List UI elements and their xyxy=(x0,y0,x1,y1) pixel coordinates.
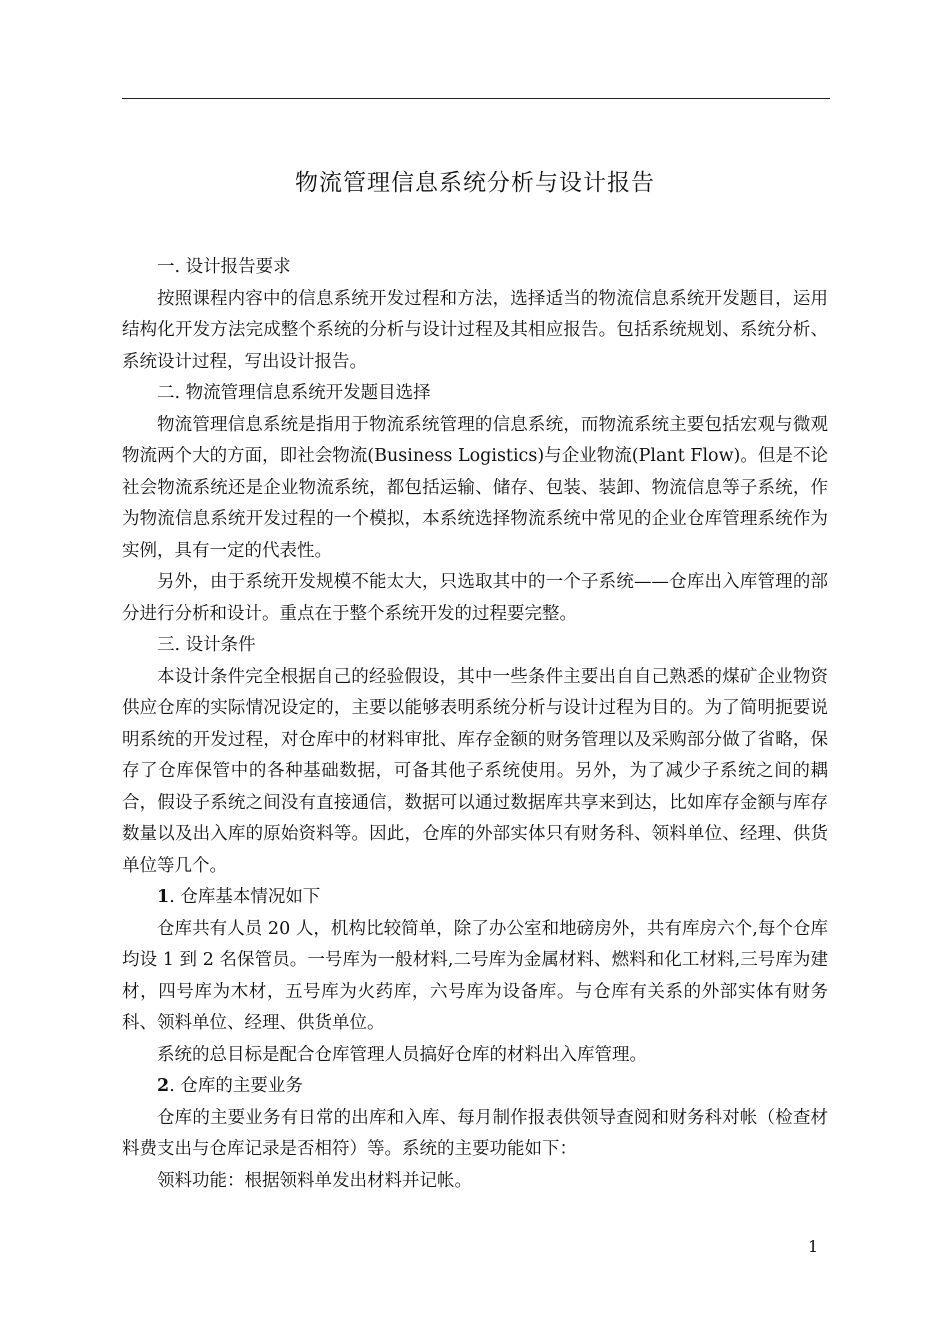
paragraph: 另外，由于系统开发规模不能太大，只选取其中的一个子系统——仓库出入库管理的部分进行分析和设计。重点在于整个系统开发的过程要完整。 xyxy=(122,572,828,624)
paragraph: 物流管理信息系统是指用于物流系统管理的信息系统，而物流系统主要包括宏观与微观物流两个大的方面，即社会物流(Business Logistics)与企业物流(Plant Flow)。但是不论社会物流系统还是企业物流系统，都包括运输、储存、包装、装卸、物流信息等子系统，作为物流信息系统开发过程的一个模拟，本系统选择物流系统中常见的企业仓库管理系统作为实例，具有一定的代表性。 xyxy=(122,414,828,561)
subsection-number: 1 xyxy=(157,887,170,907)
header-rule xyxy=(122,98,830,99)
paragraph: 本设计条件完全根据自己的经验假设，其中一些条件主要出自自己熟悉的煤矿企业物资供应仓库的实际情况设定的，主要以能够表明系统分析与设计过程为目的。为了简明扼要说明系统的开发过程，对仓库中的材料审批、库存金额的财务管理以及采购部分做了省略，保存了仓库保管中的各种基础数据，可备其他子系统使用。另外，为了减少子系统之间的耦合，假设子系统之间没有直接通信，数据可以通过数据库共享来到达，比如库存金额与库存数量以及出入库的原始资料等。因此，仓库的外部实体只有财务科、领料单位、经理、供货单位等几个。 xyxy=(122,666,828,876)
subsection-heading-1 xyxy=(122,882,828,914)
section-heading-1: 一. 设计报告要求 xyxy=(157,257,291,277)
paragraph: 系统的总目标是配合仓库管理人员搞好仓库的材料出入库管理。 xyxy=(157,1044,647,1065)
document-body xyxy=(122,252,828,1197)
paragraph: 按照课程内容中的信息系统开发过程和方法，选择适当的物流信息系统开发题目，运用结构化开发方法完成整个系统的分析与设计过程及其相应报告。包括系统规划、系统分析、系统设计过程，写出设计报告。 xyxy=(122,288,828,372)
subsection-number: 2 xyxy=(157,1076,170,1096)
subsection-title: . 仓库基本情况如下 xyxy=(169,887,321,907)
section-heading-2: 二. 物流管理信息系统开发题目选择 xyxy=(157,383,431,403)
paragraph: 领料功能：根据领料单发出材料并记帐。 xyxy=(157,1170,472,1191)
document-title: 物流管理信息系统分析与设计报告 xyxy=(295,170,655,196)
subsection-title: . 仓库的主要业务 xyxy=(169,1076,303,1096)
paragraph: 仓库的主要业务有日常的出库和入库、每月制作报表供领导查阅和财务科对帐（检查材料费支出与仓库记录是否相符）等。系统的主要功能如下： xyxy=(122,1107,828,1159)
page-number: 1 xyxy=(808,1237,819,1256)
paragraph: 仓库共有人员 20 人，机构比较简单，除了办公室和地磅房外，共有库房六个,每个仓库均设 1 到 2 名保管员。一号库为一般材料,二号库为金属材料、燃料和化工材料,三号库为建材，四号库为木材，五号库为火药库，六号库为设备库。与仓库有关系的外部实体有财务科、领料单位、经理、供货单位。 xyxy=(122,918,828,1033)
subsection-heading-2 xyxy=(122,1071,828,1103)
section-heading-3: 三. 设计条件 xyxy=(157,635,256,655)
